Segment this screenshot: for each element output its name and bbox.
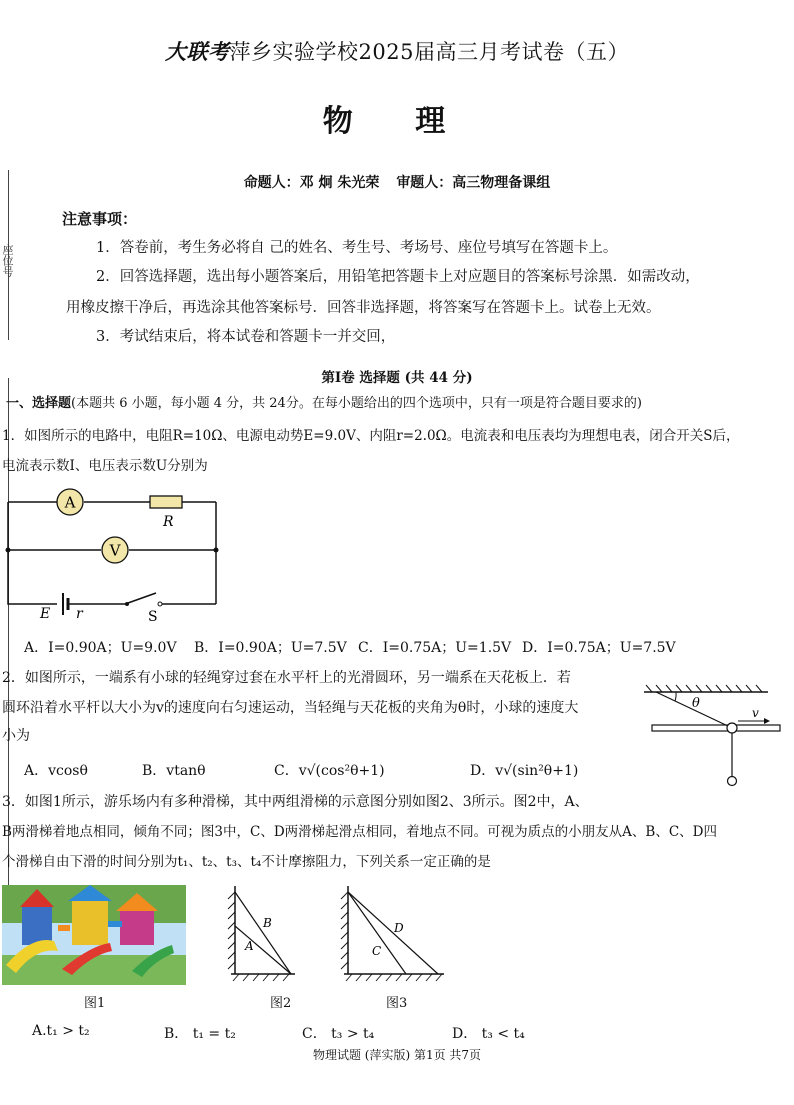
authors-line [0, 172, 794, 192]
option-b: B． t₁ = t₂ [164, 1026, 236, 1042]
figure-caption-2: 图2 [270, 996, 292, 1011]
exam-title-text: 萍乡实验学校2025届高三月考试卷（五） [229, 40, 629, 64]
notice-item: 用橡皮擦干净后，再选涂其他答案标号．回答非选择题，将答案写在答题卡上。试卷上无效。 [66, 300, 661, 316]
question-2-line: 圆环沿着水平杆以大小为v的速度向右匀速运动，当轻绳与天花板的夹角为θ时，小球的速度大 [2, 700, 579, 716]
figure-caption-3: 图3 [386, 996, 408, 1011]
resistor-label: R [163, 514, 174, 530]
option-a: A．I=0.90A；U=9.0V [24, 640, 177, 656]
author-label: 命题人：邓 炯 朱光荣 [243, 175, 380, 191]
ring [727, 723, 737, 733]
option-b: B．vtanθ [142, 763, 206, 779]
option-b: B．I=0.90A；U=7.5V [194, 640, 347, 656]
slide-d-label: D [394, 921, 404, 935]
slide-a-label: A [245, 939, 254, 953]
part-header [6, 389, 642, 419]
notice-item: 3．考试结束后，将本试卷和答题卡一并交回， [96, 329, 396, 345]
switch-label: S [148, 609, 158, 624]
junction-node [6, 548, 11, 553]
seat-number-label: 座位号 [1, 244, 14, 277]
part-description: (本题共 6 小题，每小题 4 分，共 24分。在每小题给出的四个选项中，只有一项是符合题目要求的) [71, 396, 642, 411]
circuit-diagram [0, 482, 230, 624]
option-a: A.t₁ > t₂ [32, 1023, 90, 1039]
option-a: A．vcosθ [24, 763, 88, 779]
subject-title: 物 理 [322, 104, 472, 139]
slide-diagram-3 [338, 882, 446, 982]
ball [728, 777, 737, 786]
option-d: D． t₃ < t₄ [452, 1026, 525, 1042]
switch-pivot [125, 602, 129, 606]
question-2-line: 2．如图所示，一端系有小球的轻绳穿过套在水平杆上的光滑圆环，另一端系在天花板上．若 [2, 670, 571, 686]
velocity-label: v [752, 706, 759, 720]
question-3-line: 3．如图1所示，游乐场内有多种滑梯，其中两组滑梯的示意图分别如图2、3所示。图2中，A、 [2, 794, 589, 810]
velocity-arrowhead [764, 718, 770, 724]
notice-heading: 注意事项： [62, 210, 138, 228]
slide-diagram-2 [225, 882, 297, 982]
slide-c-label: C [372, 944, 382, 958]
question-1-line: 电流表示数I、电压表示数U分别为 [2, 458, 208, 474]
reviewer-label: 审题人：高三物理备课组 [396, 175, 551, 191]
svg-text:V: V [109, 541, 121, 560]
brand-logo-text: 大联考 [165, 40, 230, 64]
slide-d [348, 892, 438, 974]
notice-item: 1．答卷前，考生务必将自 己的姓名、考生号、考场号、座位号填写在答题卡上。 [96, 240, 618, 256]
notice-item: 2．回答选择题，选出每小题答案后，用铅笔把答题卡上对应题目的答案标号涂黑．如需改动， [96, 269, 700, 285]
ring-rope-diagram [642, 684, 784, 790]
ammeter-icon [57, 489, 83, 515]
section-title: 第Ⅰ卷 选择题 (共 44 分) [321, 370, 473, 386]
resistor-icon [150, 496, 182, 508]
junction-node [214, 548, 219, 553]
svg-text:A: A [64, 493, 76, 512]
angle-label: θ [692, 696, 700, 711]
part-title: 一、选择题 [6, 396, 72, 411]
option-c: C．v√(cos²θ+1) [274, 763, 385, 779]
exam-title [0, 36, 794, 66]
question-3-line: B两滑梯着地点相同，倾角不同；图3中，C、D两滑梯起滑点相同，着地点不同。可视为质点的小朋友从A、B、C、D四 [2, 824, 717, 840]
playground-photo [2, 885, 186, 985]
question-1-line: 1．如图所示的电路中，电阻R=10Ω、电源电动势E=9.0V、内阻r=2.0Ω。电流表和电压表均为理想电表，闭合开关S后， [2, 428, 740, 444]
horizontal-rod [652, 725, 780, 731]
option-c: C．I=0.75A；U=1.5V [358, 640, 512, 656]
figure-caption-1: 图1 [84, 996, 106, 1011]
option-d: D．v√(sin²θ+1) [470, 763, 579, 779]
question-3-line: 个滑梯自由下滑的时间分别为t₁、t₂、t₃、t₄不计摩擦阻力，下列关系一定正确的是 [2, 854, 491, 870]
voltmeter-icon [102, 537, 128, 563]
switch-contact [158, 602, 162, 606]
option-c: C． t₃ > t₄ [302, 1026, 375, 1042]
angle-arc [675, 692, 676, 701]
internal-resistance-label: r [76, 606, 83, 622]
page-footer: 物理试题 (萍实版) 第1页 共7页 [312, 1048, 482, 1062]
slide-b-label: B [263, 916, 272, 930]
question-2-line: 小为 [2, 728, 30, 744]
emf-label: E [40, 606, 51, 622]
option-d: D．I=0.75A；U=7.5V [522, 640, 676, 656]
